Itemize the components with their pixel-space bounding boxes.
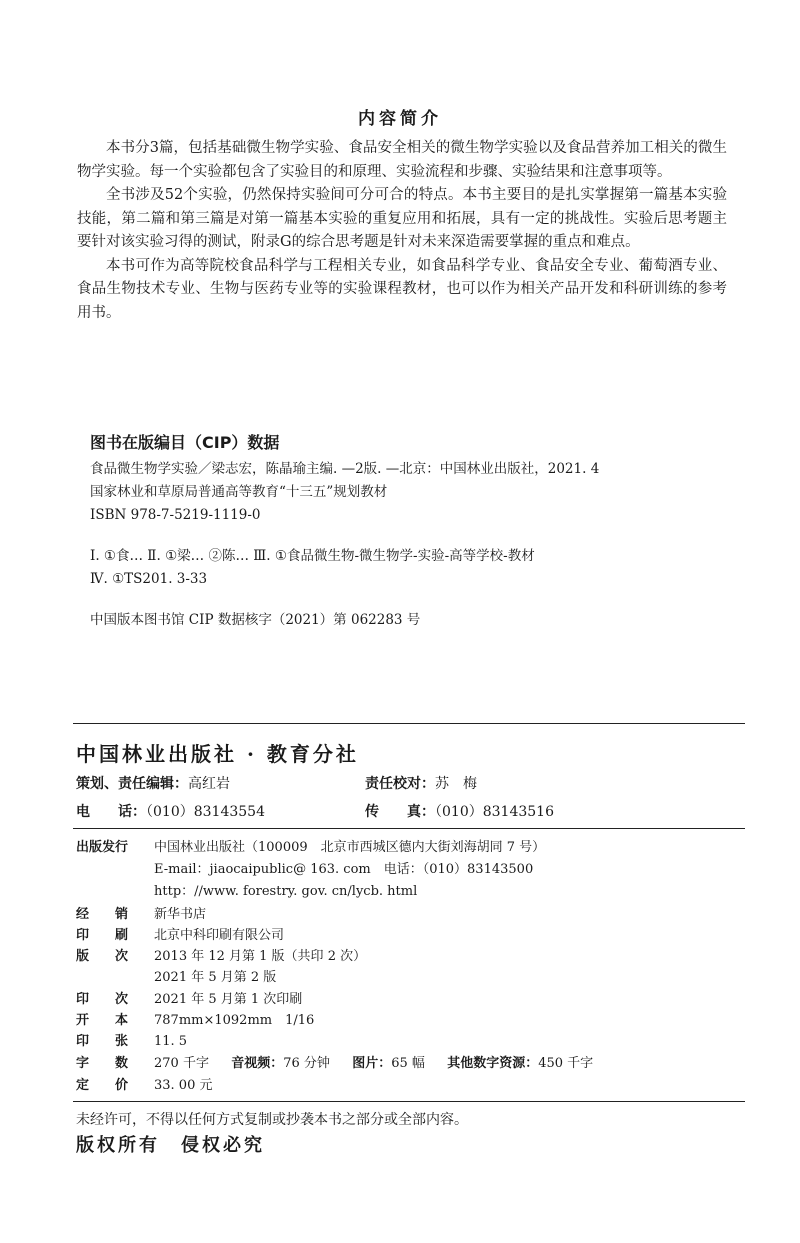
editor-row bbox=[76, 773, 230, 793]
spec-edition bbox=[76, 945, 366, 964]
spec-sheets bbox=[76, 1030, 187, 1049]
spec-label: 经 销 bbox=[76, 907, 129, 922]
divider bbox=[73, 828, 745, 829]
spec-seller bbox=[76, 903, 206, 922]
intro-paragraph: 全书涉及52个实验，仍然保持实验间可分可合的特点。本书主要目的是扎实掌握第一篇基本实验技能，第二篇和第三篇是对第一篇基本实验的重复应用和拓展，具有一定的挑战性。实验后思考题主要针对该实验习得的测试，附录G的综合思考题是针对未来深造需要掌握的重点和难点。 bbox=[77, 187, 727, 250]
spec-email: E-mail：jiaocaipublic@ 163. com 电话：（010）83143500 bbox=[154, 862, 534, 877]
phone-row bbox=[76, 801, 265, 821]
proof-value: 苏 梅 bbox=[435, 776, 477, 792]
fax-value: （010）83143516 bbox=[435, 804, 554, 820]
spec-value: 11. 5 bbox=[154, 1034, 188, 1049]
cip-series-line: 国家林业和草原局普通高等教育“十三五”规划教材 bbox=[90, 484, 388, 500]
spec-value: 65 幅 bbox=[391, 1056, 425, 1071]
spec-edition-2: 2021 年 5 月第 2 版 bbox=[154, 970, 277, 985]
proof-label: 责任校对： bbox=[365, 776, 435, 792]
cip-isbn: ISBN 978-7-5219-1119-0 bbox=[90, 507, 261, 523]
divider bbox=[73, 723, 745, 724]
cip-library-note: 中国版本图书馆 CIP 数据核字（2021）第 062283 号 bbox=[90, 612, 421, 628]
fax-row bbox=[365, 801, 554, 821]
editor-value: 高红岩 bbox=[188, 776, 230, 792]
cip-subjects bbox=[90, 545, 740, 591]
spec-value: 2013 年 12 月第 1 版（共印 2 次） bbox=[154, 949, 367, 964]
phone-value: （010）83143554 bbox=[146, 804, 265, 820]
spec-value: 270 千字 bbox=[154, 1056, 209, 1071]
spec-value: 北京中科印刷有限公司 bbox=[154, 928, 285, 943]
cip-subject-line: Ⅰ. ①食… Ⅱ. ①梁… ②陈… Ⅲ. ①食品微生物-微生物学-实验-高等学校-教材 bbox=[90, 548, 535, 564]
spec-label: 出版发行 bbox=[76, 840, 129, 855]
copy-notice: 未经许可，不得以任何方式复制或抄袭本书之部分或全部内容。 bbox=[76, 1112, 468, 1128]
spec-value: 2021 年 5 月第 1 次印刷 bbox=[154, 992, 303, 1007]
cip-heading: 图书在版编目（CIP）数据 bbox=[90, 433, 280, 452]
spec-value: 中国林业出版社（100009 北京市西城区德内大街刘海胡同 7 号） bbox=[154, 840, 546, 855]
spec-label: 字 数 bbox=[76, 1056, 129, 1071]
spec-label: 定 价 bbox=[76, 1078, 129, 1093]
spec-label: 开 本 bbox=[76, 1013, 129, 1028]
cip-title-line: 食品微生物学实验／梁志宏，陈晶瑜主编. —2版. —北京：中国林业出版社，2021. 4 bbox=[90, 461, 600, 477]
spec-label: 图片： bbox=[352, 1056, 392, 1071]
cip-subject-line: Ⅳ. ①TS201. 3-33 bbox=[90, 571, 208, 587]
spec-words bbox=[76, 1052, 593, 1071]
spec-label: 印 刷 bbox=[76, 928, 129, 943]
spec-url: http：//www. forestry. gov. cn/lycb. html bbox=[154, 884, 418, 899]
spec-value: 新华书店 bbox=[154, 907, 207, 922]
spec-print bbox=[76, 988, 302, 1007]
intro-paragraph: 本书分3篇，包括基础微生物学实验、食品安全相关的微生物学实验以及食品营养加工相关的微生物学实验。每一个实验都包含了实验目的和原理、实验流程和步骤、实验结果和注意事项等。 bbox=[77, 140, 727, 180]
publication-specs bbox=[76, 836, 746, 1096]
phone-label: 电 话： bbox=[76, 804, 146, 820]
spec-printer bbox=[76, 924, 284, 943]
spec-value: 33. 00 元 bbox=[154, 1078, 213, 1093]
spec-value: 76 分钟 bbox=[283, 1056, 330, 1071]
cip-record bbox=[90, 458, 740, 527]
spec-format bbox=[76, 1009, 314, 1028]
spec-distribution bbox=[76, 836, 545, 855]
intro-paragraph: 本书可作为高等院校食品科学与工程相关专业，如食品科学专业、食品安全专业、葡萄酒专业、食品生物技术专业、生物与医药专业等的实验课程教材，也可以作为相关产品开发和科研训练的参考用书。 bbox=[77, 257, 727, 321]
intro-body bbox=[77, 137, 727, 325]
spec-label: 印 次 bbox=[76, 992, 129, 1007]
spec-value: 787mm×1092mm 1/16 bbox=[154, 1013, 315, 1028]
publisher-name: 中国林业出版社 · 教育分社 bbox=[76, 742, 359, 766]
spec-value: 450 千字 bbox=[538, 1056, 594, 1071]
spec-label: 印 张 bbox=[76, 1034, 129, 1049]
spec-price bbox=[76, 1074, 212, 1093]
editor-label: 策划、责任编辑： bbox=[76, 776, 188, 792]
spec-label: 其他数字资源： bbox=[447, 1056, 539, 1071]
spec-label: 版 次 bbox=[76, 949, 129, 964]
intro-title: 内容简介 bbox=[358, 109, 442, 129]
fax-label: 传 真： bbox=[365, 804, 435, 820]
divider bbox=[73, 1101, 745, 1102]
spec-label: 音视频： bbox=[231, 1056, 284, 1071]
proof-row bbox=[365, 773, 477, 793]
rights-statement: 版权所有 侵权必究 bbox=[76, 1135, 265, 1156]
